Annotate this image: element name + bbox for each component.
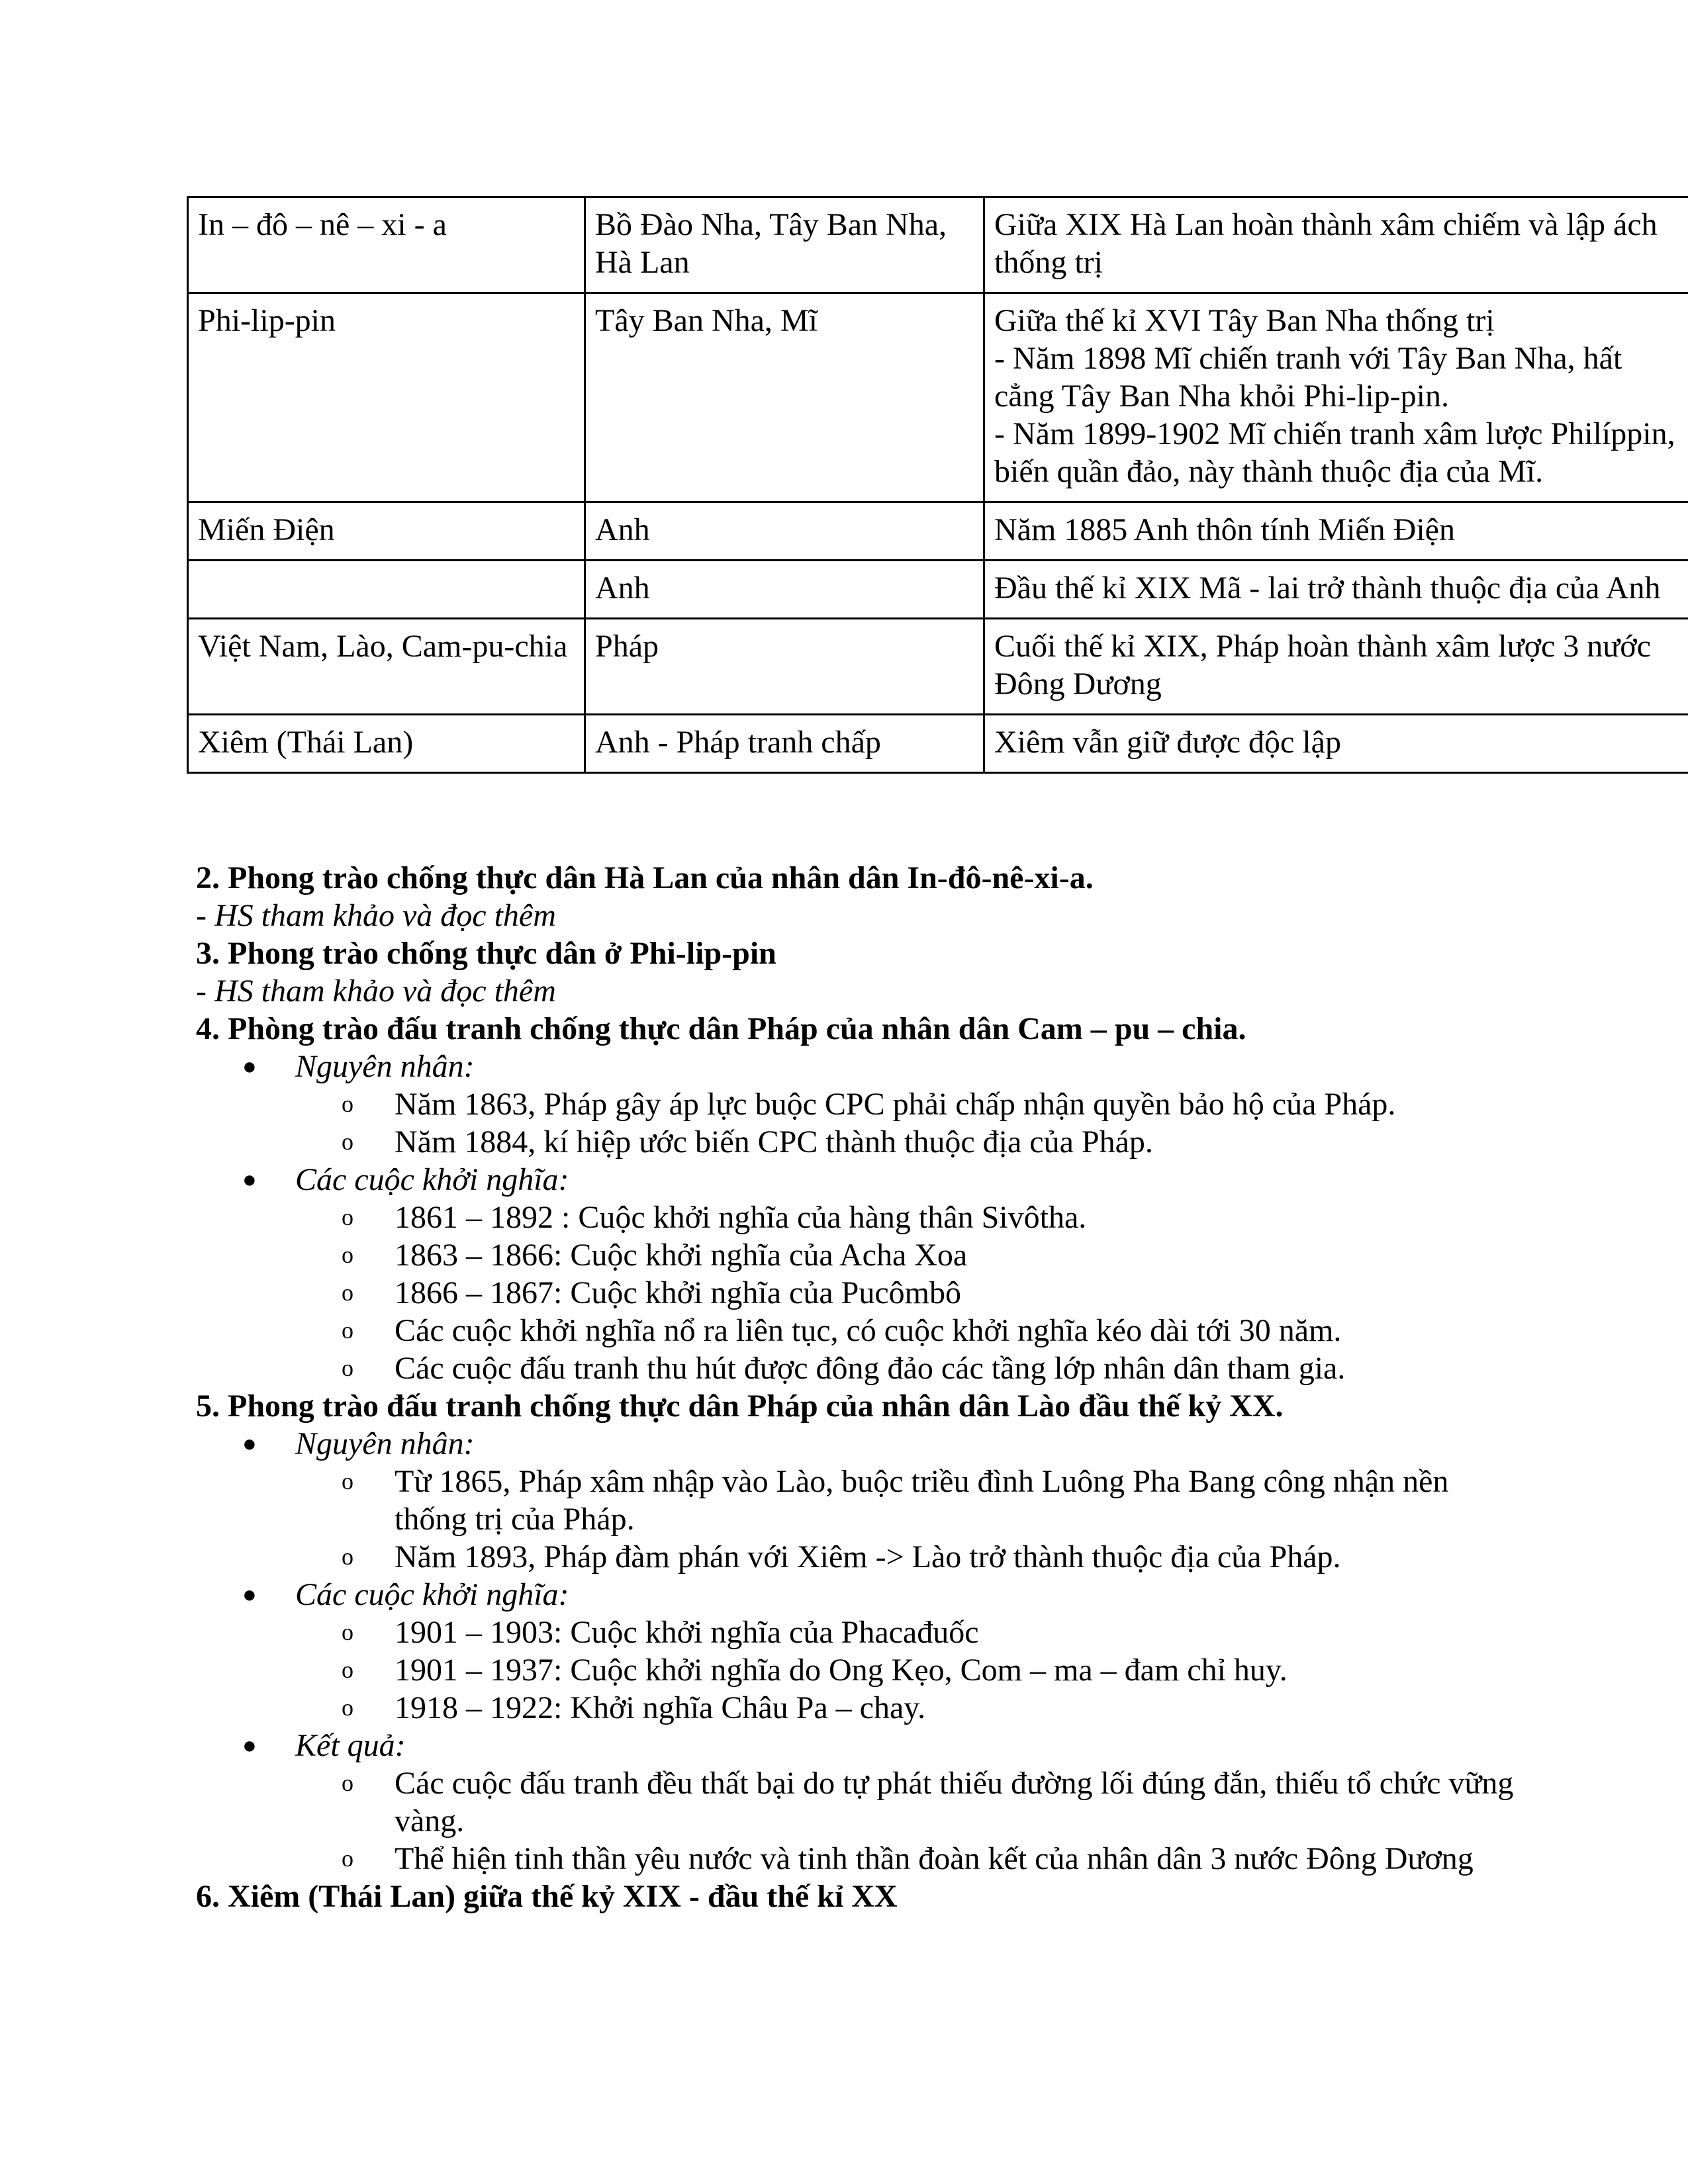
circle-bullet-icon: o: [342, 1468, 353, 1494]
country-cell: In – đô – nê – xi - a: [188, 197, 585, 293]
sub-item-text: 1918 – 1922: Khởi nghĩa Châu Pa – chay.: [395, 1690, 926, 1725]
table-row: [188, 502, 1688, 561]
events-cell: [984, 619, 1688, 715]
bullet-dot-icon: ●: [242, 1430, 257, 1457]
sub-list-item: [295, 1349, 1520, 1387]
list-item: [196, 1576, 1626, 1614]
colonial-power-cell: Tây Ban Nha, Mĩ: [585, 293, 984, 502]
section-heading-4: 4. Phòng trào đấu tranh chống thực dân Pháp của nhân dân Cam – pu – chia.: [196, 1011, 1246, 1046]
bullet-dot-icon: ●: [242, 1581, 257, 1608]
event-line: Giữa thế kỉ XVI Tây Ban Nha thống trị: [994, 303, 1495, 338]
circle-bullet-icon: o: [342, 1091, 353, 1117]
circle-bullet-icon: o: [342, 1355, 353, 1381]
list-item: [196, 1161, 1626, 1199]
sub-list: [295, 1199, 1626, 1387]
sub-item-text: Các cuộc khởi nghĩa nổ ra liên tục, có cuộc khởi nghĩa kéo dài tới 30 năm.: [395, 1313, 1342, 1348]
section-heading-3: 3. Phong trào chống thực dân ở Phi-lip-pin: [196, 936, 776, 971]
sub-list: [295, 1085, 1626, 1161]
events-cell: [984, 561, 1688, 619]
sub-list-item: [295, 1236, 1520, 1274]
bullet-label: Kết quả:: [295, 1728, 406, 1763]
sub-list-item: [295, 1614, 1520, 1651]
country-cell: Miến Điện: [188, 502, 585, 561]
sub-item-text: Năm 1863, Pháp gây áp lực buộc CPC phải chấp nhận quyền bảo hộ của Pháp.: [395, 1087, 1396, 1122]
country-cell: Việt Nam, Lào, Cam-pu-chia: [188, 619, 585, 715]
document-body: [196, 859, 1626, 1915]
section-note-2: - HS tham khảo và đọc thêm: [196, 898, 556, 933]
circle-bullet-icon: o: [342, 1543, 353, 1570]
sub-item-text: 1861 – 1892 : Cuộc khởi nghĩa của hàng thân Sivôtha.: [395, 1200, 1087, 1235]
bullet-label: Nguyên nhân:: [295, 1049, 475, 1084]
circle-bullet-icon: o: [342, 1279, 353, 1306]
colonial-power-cell: Anh: [585, 502, 984, 561]
sub-list-wrapper: [196, 1085, 1626, 1161]
sub-list-item: [295, 1538, 1520, 1576]
table-row: [188, 715, 1688, 773]
sub-list-item: [295, 1123, 1520, 1161]
sub-item-text: Năm 1884, kí hiệp ước biến CPC thành thuộc địa của Pháp.: [395, 1124, 1153, 1160]
colonial-power-cell: Anh: [585, 561, 984, 619]
sub-list-wrapper: [196, 1463, 1626, 1576]
section-4-list: [196, 1048, 1626, 1387]
sub-list: [295, 1463, 1626, 1576]
section-heading-6: 6. Xiêm (Thái Lan) giữa thế kỷ XIX - đầu thế kỉ XX: [196, 1879, 898, 1914]
list-item: [196, 1048, 1626, 1085]
colonial-power-cell: Anh - Pháp tranh chấp: [585, 715, 984, 773]
sub-list-item: [295, 1689, 1520, 1727]
colonial-power-cell: Pháp: [585, 619, 984, 715]
sub-item-text: Thể hiện tinh thần yêu nước và tinh thần đoàn kết của nhân dân 3 nước Đông Dương: [395, 1841, 1474, 1876]
event-line: Năm 1885 Anh thôn tính Miến Điện: [994, 512, 1455, 547]
table-row: [188, 293, 1688, 502]
events-cell: [984, 715, 1688, 773]
colonial-power-cell: Bồ Đào Nha, Tây Ban Nha, Hà Lan: [585, 197, 984, 293]
sub-list: [295, 1614, 1626, 1727]
sub-list-item: [295, 1274, 1520, 1312]
event-line: Xiêm vẫn giữ được độc lập: [994, 725, 1341, 760]
section-note-3: - HS tham khảo và đọc thêm: [196, 974, 556, 1009]
sub-list-item: [295, 1764, 1520, 1840]
bullet-dot-icon: ●: [242, 1732, 257, 1758]
table-row: [188, 561, 1688, 619]
circle-bullet-icon: o: [342, 1128, 353, 1155]
list-item: [196, 1727, 1626, 1764]
colonization-table: [187, 196, 1688, 774]
circle-bullet-icon: o: [342, 1694, 353, 1721]
sub-list-wrapper: [196, 1764, 1626, 1878]
section-heading-5: 5. Phong trào đấu tranh chống thực dân Pháp của nhân dân Lào đầu thế kỷ XX.: [196, 1388, 1284, 1424]
list-item: [196, 1425, 1626, 1463]
event-line: - Năm 1899-1902 Mĩ chiến tranh xâm lược Philíppin, biến quần đảo, này thành thuộc địa của Mĩ.: [994, 416, 1675, 489]
section-5-list: [196, 1425, 1626, 1878]
country-cell: [188, 561, 585, 619]
sub-item-text: 1863 – 1866: Cuộc khởi nghĩa của Acha Xoa: [395, 1238, 968, 1273]
circle-bullet-icon: o: [342, 1657, 353, 1683]
sub-list-item: [295, 1312, 1520, 1349]
circle-bullet-icon: o: [342, 1204, 353, 1230]
sub-item-text: Năm 1893, Pháp đàm phán với Xiêm -> Lào trở thành thuộc địa của Pháp.: [395, 1539, 1341, 1574]
sub-list-item: [295, 1463, 1520, 1538]
sub-item-text: Từ 1865, Pháp xâm nhập vào Lào, buộc triều đình Luông Pha Bang công nhận nền thống trị của Pháp.: [395, 1464, 1449, 1537]
events-cell: [984, 293, 1688, 502]
table-row: [188, 197, 1688, 293]
sub-list-item: [295, 1199, 1520, 1236]
circle-bullet-icon: o: [342, 1317, 353, 1343]
events-cell: [984, 502, 1688, 561]
events-cell: [984, 197, 1688, 293]
sub-list-wrapper: [196, 1199, 1626, 1387]
event-line: Cuối thế kỉ XIX, Pháp hoàn thành xâm lược 3 nước Đông Dương: [994, 629, 1651, 702]
sub-item-text: Các cuộc đấu tranh đều thất bại do tự phát thiếu đường lối đúng đắn, thiếu tổ chức vững vàng.: [395, 1766, 1514, 1839]
sub-item-text: Các cuộc đấu tranh thu hút được đông đảo các tầng lớp nhân dân tham gia.: [395, 1351, 1346, 1386]
bullet-label: Nguyên nhân:: [295, 1426, 475, 1461]
sub-list-item: [295, 1840, 1520, 1878]
sub-list-item: [295, 1085, 1520, 1123]
sub-list-item: [295, 1651, 1520, 1689]
section-heading-2: 2. Phong trào chống thực dân Hà Lan của nhân dân In-đô-nê-xi-a.: [196, 860, 1094, 895]
sub-item-text: 1901 – 1937: Cuộc khởi nghĩa do Ong Kẹo, Com – ma – đam chỉ huy.: [395, 1653, 1288, 1688]
country-cell: Xiêm (Thái Lan): [188, 715, 585, 773]
bullet-label: Các cuộc khởi nghĩa:: [295, 1162, 569, 1197]
sub-item-text: 1866 – 1867: Cuộc khởi nghĩa của Pucômbô: [395, 1275, 961, 1310]
bullet-dot-icon: ●: [242, 1053, 257, 1079]
circle-bullet-icon: o: [342, 1845, 353, 1872]
event-line: - Năm 1898 Mĩ chiến tranh với Tây Ban Nha, hất cẳng Tây Ban Nha khỏi Phi-lip-pin.: [994, 341, 1622, 414]
sub-item-text: 1901 – 1903: Cuộc khởi nghĩa của Phacađuốc: [395, 1615, 979, 1650]
circle-bullet-icon: o: [342, 1242, 353, 1268]
bullet-label: Các cuộc khởi nghĩa:: [295, 1577, 569, 1612]
circle-bullet-icon: o: [342, 1770, 353, 1796]
event-line: Đầu thế kỉ XIX Mã - lai trở thành thuộc địa của Anh: [994, 570, 1661, 606]
event-line: Giữa XIX Hà Lan hoàn thành xâm chiếm và lập ách thống trị: [994, 207, 1658, 280]
bullet-dot-icon: ●: [242, 1166, 257, 1193]
sub-list-wrapper: [196, 1614, 1626, 1727]
sub-list: [295, 1764, 1626, 1878]
table-row: [188, 619, 1688, 715]
circle-bullet-icon: o: [342, 1619, 353, 1645]
country-cell: Phi-lip-pin: [188, 293, 585, 502]
